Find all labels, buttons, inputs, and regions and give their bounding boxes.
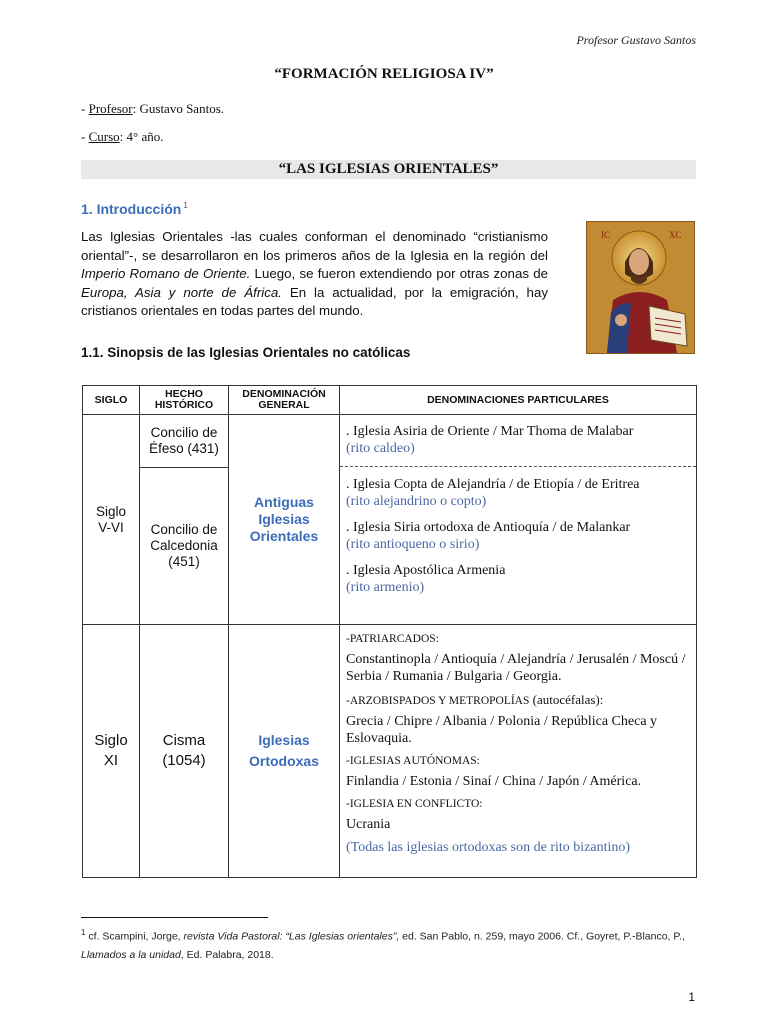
professor-line — [81, 101, 224, 117]
footnote-text-2: ed. San Pablo, n. 259, mayo 2006. Cf., Goyret, P.-Blanco, P., — [399, 930, 685, 943]
autonomas-label: -IGLESIAS AUTÓNOMAS: — [346, 755, 480, 767]
column-header-hecho: HECHO HISTÓRICO — [140, 386, 229, 415]
intro-heading-text: 1. Introducción — [81, 201, 182, 217]
hecho-cisma: Cisma (1054) — [162, 732, 206, 769]
list-item — [340, 415, 696, 467]
particulares-cell — [340, 415, 697, 625]
denominacion-ortodoxas: Iglesias Ortodoxas — [248, 732, 319, 769]
header-author: Profesor Gustavo Santos — [576, 33, 696, 47]
autonomas-list: Finlandia / Estonia / Sinaí / China / Japón / América. — [346, 774, 642, 789]
church-name: . Iglesia Copta de Alejandría / de Etiopía / de Eritrea — [346, 477, 640, 492]
conflicto-label: -IGLESIA EN CONFLICTO: — [346, 798, 483, 810]
denominacion-cell — [229, 625, 340, 878]
intro-italic-2: Europa, Asia y norte de África. — [81, 284, 282, 300]
footnote-italic-2: Llamados a la unidad — [81, 948, 181, 961]
intro-text-1: Las Iglesias Orientales -las cuales conforman el denominado “cristianismo oriental”-, se desarrollaron en los primeros años de la Iglesia en la región del — [81, 229, 548, 263]
hecho-calcedonia-text: Concilio de Calcedonia (451) — [150, 522, 218, 569]
church-name: . Iglesia Asiria de Oriente / Mar Thoma de Malabar — [346, 424, 634, 439]
church-rite: (rito caldeo) — [346, 441, 415, 456]
hecho-efeso-text: Concilio de Éfeso (431) — [149, 425, 219, 456]
table-row — [83, 415, 697, 625]
page-number: 1 — [688, 990, 695, 1004]
patriarcados-label: -PATRIARCADOS: — [346, 633, 439, 645]
christ-pantocrator-icon-image — [586, 221, 695, 354]
course-value: : 4° año. — [119, 129, 164, 144]
arzobispados-list: Grecia / Chipre / Albania / Polonia / República Checa y Eslovaquia. — [346, 714, 658, 746]
footnote-text-3: , Ed. Palabra, 2018. — [180, 948, 274, 961]
footnote-text-1: cf. Scampini, Jorge, — [85, 930, 184, 943]
denominacion-cell — [229, 415, 340, 625]
professor-value: : Gustavo Santos. — [132, 101, 225, 116]
church-name: . Iglesia Apostólica Armenia — [346, 563, 506, 578]
course-label: Curso — [88, 129, 120, 144]
footnote — [81, 924, 698, 964]
church-name: . Iglesia Siria ortodoxa de Antioquía / de Malankar — [346, 520, 631, 535]
list-item — [340, 553, 696, 596]
hecho-calcedonia — [140, 468, 228, 624]
intro-text-2: Luego, se fueron extendiendo por otras zonas de — [250, 266, 548, 281]
church-rite: (rito armenio) — [346, 580, 425, 595]
column-header-particulares: DENOMINACIONES PARTICULARES — [340, 386, 697, 415]
intro-italic-1: Imperio Romano de Oriente. — [81, 266, 251, 281]
footnote-mark: 1 — [81, 928, 86, 937]
icon-monogram-left: IC — [601, 230, 610, 240]
church-rite: (rito antioqueno o sirio) — [346, 537, 480, 552]
table-row — [83, 625, 697, 878]
intro-paragraph — [81, 228, 548, 321]
column-header-denominacion: DENOMINACIÓN GENERAL — [229, 386, 340, 415]
denominacion-antiguas: Antiguas Iglesias Orientales — [249, 494, 319, 544]
synopsis-table — [82, 385, 697, 878]
hecho-cell — [140, 415, 229, 625]
siglo-cell — [83, 415, 140, 625]
conflicto-value: Ucrania — [346, 817, 391, 832]
column-header-siglo: SIGLO — [83, 386, 140, 415]
siglo-text: Siglo XI — [94, 732, 128, 769]
icon-monogram-right: XC — [669, 230, 682, 240]
footnote-divider — [81, 917, 268, 918]
list-item — [340, 510, 696, 553]
church-rite: (rito alejandrino o copto) — [346, 494, 487, 509]
particulares-cell — [340, 625, 697, 878]
hecho-cell — [140, 625, 229, 878]
professor-prefix: - — [81, 101, 89, 116]
course-line — [81, 129, 164, 145]
intro-text-3: En la actualidad, por la emigración, hay cristianos orientales en todas partes del mundo. — [81, 284, 548, 318]
synopsis-heading: 1.1. Sinopsis de las Iglesias Orientales no católicas — [81, 345, 411, 360]
intro-footnote-mark: 1 — [183, 201, 188, 211]
course-prefix: - — [81, 129, 89, 144]
table-header-row — [83, 386, 697, 415]
icon-illustration — [587, 222, 694, 353]
arzobispados-note: (autocéfalas): — [529, 692, 604, 707]
section-title: “LAS IGLESIAS ORIENTALES” — [81, 160, 696, 179]
intro-heading — [81, 201, 188, 217]
rite-note: (Todas las iglesias ortodoxas son de rito bizantino) — [346, 840, 631, 855]
professor-label: Profesor — [88, 101, 133, 116]
document-title: “FORMACIÓN RELIGIOSA IV” — [274, 66, 494, 82]
footnote-italic-1: revista Vida Pastoral: “Las Iglesias orientales”, — [183, 930, 400, 943]
siglo-cell — [83, 625, 140, 878]
patriarcados-list: Constantinopla / Antioquía / Alejandría / Jerusalén / Moscú / Serbia / Rumania / Bulgaria / Georgia. — [346, 652, 686, 684]
arzobispados-label: -ARZOBISPADOS Y METROPOLÍAS — [346, 695, 530, 707]
hecho-efeso — [140, 415, 228, 468]
list-item — [340, 467, 696, 510]
siglo-text: Siglo V-VI — [95, 503, 127, 535]
